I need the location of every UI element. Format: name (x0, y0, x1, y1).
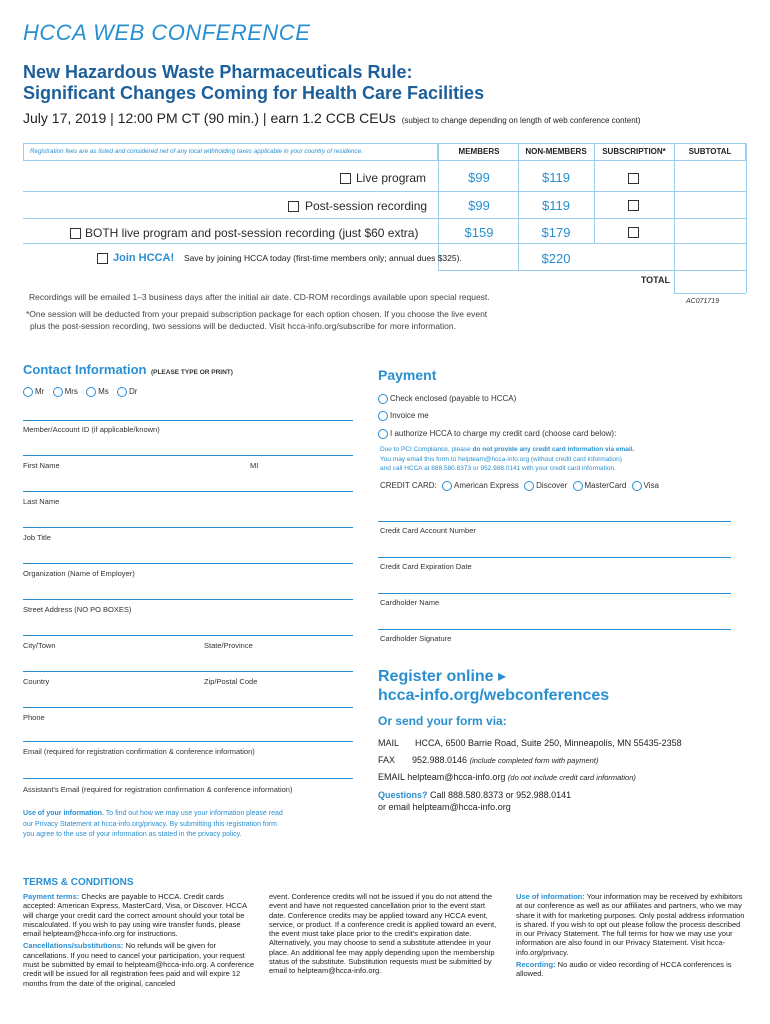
privacy-line-3: you agree to the use of your information as stated in the privacy policy. (23, 831, 242, 838)
check-label: Check enclosed (payable to HCCA) (390, 394, 517, 404)
cancellation-label: Cancellations/substitutions: (23, 941, 124, 951)
salutation-mrs[interactable]: Mrs (53, 387, 78, 396)
cc-number-input[interactable] (378, 521, 731, 522)
assistant-email-label: Assistant's Email (required for registration confirmation & conference information) (23, 785, 293, 794)
email-input[interactable] (23, 741, 353, 742)
live-program-checkbox[interactable] (340, 173, 351, 184)
pci-line-3: and call HCCA at 888.580.8373 or 952.988.0141 with your credit card information. (380, 465, 616, 472)
date-line (23, 110, 641, 126)
contact-title-note: (PLEASE TYPE OR PRINT) (150, 369, 233, 376)
cancellation-text-cont: event. Conference credits will not be issued if you do not attend the event and have not requested cancellation prior to the event start date. Conference credits may be applied toward any HCCA event, service, or product. If a conference credit is applied toward an event, the event must take place prior to the credit's expiration date. Alternatively, you may choose to send a substitute attendee in your place. An additional fee may apply depending upon the membership status of the substitute. Substitution requests must be submitted by email to helpteam@hcca-info.org. (269, 892, 497, 976)
authorize-radio[interactable] (378, 429, 388, 439)
privacy-line-2: our Privacy Statement at hcca-info.org/privacy. By submitting this registration form (23, 820, 277, 828)
job-title-label: Job Title (23, 533, 51, 542)
salutation-dr[interactable]: Dr (117, 387, 137, 396)
both-member-price: $159 (464, 225, 494, 240)
country-label: Country (23, 677, 50, 686)
fax-row: FAX 952.988.0146 (include completed form with payment) (378, 754, 599, 765)
organization-input[interactable] (23, 563, 353, 564)
send-methods (378, 735, 682, 787)
pci-line-1a: Due to PCI Compliance, please (380, 446, 473, 453)
questions-phone: Call 888.580.8373 or 952.988.0141 (430, 790, 572, 800)
join-price: $220 (541, 251, 571, 266)
authorize-label: I authorize HCCA to charge my credit card (choose card below): (390, 429, 617, 439)
assistant-email-input[interactable] (23, 778, 353, 779)
email-label: Email (required for registration confirmation & conference information) (23, 747, 255, 756)
cc-exp-label: Credit Card Expiration Date (380, 562, 472, 571)
phone-input[interactable] (23, 707, 353, 708)
terms-column-2 (269, 892, 502, 976)
questions-label: Questions? (378, 790, 428, 800)
phone-label: Phone (23, 713, 45, 722)
col-subtotal: SUBTOTAL (688, 147, 732, 156)
contact-title: Contact Information (23, 362, 147, 377)
register-line-1: Register online ▸ (378, 668, 507, 685)
check-option[interactable] (378, 394, 516, 404)
use-info-label: Use of information: (516, 892, 585, 901)
join-text: Save by joining HCCA today (first-time members only; annual dues $325). (184, 253, 462, 263)
live-nonmember-price: $119 (542, 170, 570, 185)
subscription-note-2: plus the post-session recording, two sessions will be deducted. Visit hcca-info.org/subscribe for more information. (30, 321, 456, 331)
recording-note: Recordings will be emailed 1–3 business days after the initial air date. CD-ROM recordings available upon special request. (29, 292, 490, 302)
fee-note: Registration fees are as listed and considered net of any local withholding taxes applicable in your country of residence. (30, 148, 363, 155)
live-program-label: Live program (356, 171, 427, 185)
register-url[interactable]: hcca-info.org/webconferences (378, 687, 610, 704)
recording-policy-text: No audio or video recording of HCCA conferences is allowed. (516, 960, 732, 979)
fax-number: 952.988.0146 (412, 754, 468, 765)
street-input[interactable] (23, 599, 353, 600)
terms-title: TERMS & CONDITIONS (23, 877, 134, 888)
pci-notice (380, 445, 634, 474)
card-discover[interactable]: Discover (524, 481, 567, 490)
country-zip-input[interactable] (23, 671, 353, 672)
join-label: Join HCCA! (113, 252, 175, 264)
card-selector (380, 481, 659, 491)
register-online[interactable] (378, 667, 609, 705)
card-label: CREDIT CARD: (380, 481, 437, 491)
cancellation-text: No refunds will be given for cancellations. If you need to cancel your participation, your request must be submitted by email to helpteam@hcca-info.org. A conference credit will be issued for all registration fees paid and will expire 12 months from the date of the original, canceled (23, 941, 255, 988)
pci-line-2: You may email this form to helpteam@hcca-info.org (without credit card information) (380, 455, 622, 463)
first-name-input[interactable] (23, 455, 353, 456)
member-id-label: Member/Account ID (if applicable/known) (23, 425, 160, 434)
col-nonmembers: NON-MEMBERS (525, 147, 587, 156)
both-label: BOTH live program and post-session recording (just $60 extra) (85, 226, 419, 240)
join-checkbox[interactable] (97, 253, 108, 264)
salutation-mr[interactable]: Mr (23, 387, 44, 396)
page-title (23, 62, 484, 104)
subscription-note-1: *One session will be deducted from your prepaid subscription package for each option chosen. If you choose the live event (26, 309, 488, 319)
member-id-input[interactable] (23, 420, 353, 421)
cardholder-label: Cardholder Name (380, 598, 440, 607)
mail-address: HCCA, 6500 Barrie Road, Suite 250, Minneapolis, MN 55435-2358 (415, 738, 682, 748)
street-label: Street Address (NO PO BOXES) (23, 605, 132, 614)
terms-column-3 (516, 892, 748, 979)
recording-nonmember-price: $119 (542, 198, 570, 213)
city-state-input[interactable] (23, 635, 353, 636)
last-name-label: Last Name (23, 497, 60, 506)
title-line-2: Significant Changes Coming for Health Care Facilities (23, 83, 485, 103)
col-subscription: SUBSCRIPTION* (602, 147, 666, 156)
send-form-title: Or send your form via: (378, 714, 507, 728)
recording-member-price: $99 (468, 198, 490, 213)
recording-label: Post-session recording (305, 199, 428, 213)
both-nonmember-price: $179 (541, 225, 571, 240)
zip-label: Zip/Postal Code (204, 677, 258, 686)
authorize-option[interactable] (378, 429, 616, 439)
first-name-label: First Name (23, 461, 60, 470)
mail-row: MAIL HCCA, 6500 Barrie Road, Suite 250, Minneapolis, MN 55435-2358 (378, 738, 682, 748)
privacy-notice (23, 809, 283, 841)
total-label: TOTAL (640, 275, 670, 285)
signature-label: Cardholder Signature (380, 634, 452, 643)
organization-label: Organization (Name of Employer) (23, 569, 135, 578)
recording-subscription-checkbox[interactable] (628, 200, 639, 211)
card-amex[interactable]: American Express (442, 481, 519, 490)
privacy-bold: Use of your information. (23, 810, 104, 817)
form-code: AC071719 (686, 298, 720, 305)
recording-policy-label: Recording: (516, 960, 556, 970)
invoice-option[interactable] (378, 411, 429, 421)
title-line-1: New Hazardous Waste Pharmaceuticals Rule: (23, 62, 413, 82)
privacy-line-1: To find out how we may use your information please read (103, 810, 283, 817)
contact-header (23, 361, 233, 379)
questions-email: or email helpteam@hcca-info.org (378, 802, 511, 812)
date-text: July 17, 2019 | 12:00 PM CT (90 min.) | earn 1.2 CCB CEUs (23, 110, 396, 126)
conference-label: HCCA WEB CONFERENCE (23, 20, 311, 45)
check-radio[interactable] (378, 394, 388, 404)
terms-column-1 (23, 892, 256, 988)
use-info-text: Your information may be received by exhibitors at our conference as well as our affiliates and partners, who we may share it with for marketing purposes. Only postal address information is shared. If you wish to opt out please follow the process described in our Privacy Statement. The full terms for how we may use your information are also found in our Privacy Statement. Visit hcca-info.org/privacy. (516, 892, 745, 957)
cardholder-input[interactable] (378, 593, 731, 594)
state-label: State/Province (204, 641, 253, 650)
payment-terms-text: Checks are payable to HCCA. Credit cards accepted: American Express, MasterCard, Visa, or Discover. HCCA will charge your credit card the correct amount should your total be miscalculated. If you wish to pay using wire transfer funds, please email helpteam@hcca-info.org for instructions. (23, 892, 247, 939)
date-note: (subject to change depending on length of web conference content) (401, 116, 641, 125)
payment-terms-label: Payment terms: (23, 892, 80, 901)
email-address[interactable]: helpteam@hcca-info.org (407, 772, 506, 782)
signature-input[interactable] (378, 629, 731, 630)
live-subscription-checkbox[interactable] (628, 173, 639, 184)
both-checkbox[interactable] (70, 228, 81, 239)
salutation-group (23, 387, 137, 397)
recording-checkbox[interactable] (288, 201, 299, 212)
questions (378, 789, 571, 813)
salutation-ms[interactable]: Ms (86, 387, 109, 396)
pci-line-1b: do not provide any credit card information via email. (472, 446, 635, 453)
col-members: MEMBERS (458, 147, 500, 156)
invoice-label: Invoice me (390, 411, 429, 421)
mi-label: MI (250, 461, 259, 470)
invoice-radio[interactable] (378, 411, 388, 421)
cc-number-label: Credit Card Account Number (380, 526, 476, 535)
cc-exp-input[interactable] (378, 557, 731, 558)
card-visa[interactable]: Visa (632, 481, 659, 490)
fee-note-cell (23, 143, 438, 161)
email-row: EMAIL helpteam@hcca-info.org (do not include credit card information) (378, 772, 636, 782)
subscription-note (26, 308, 487, 332)
city-label: City/Town (23, 641, 56, 650)
job-title-input[interactable] (23, 527, 353, 528)
card-mastercard[interactable]: MasterCard (573, 481, 627, 490)
payment-title: Payment (378, 367, 437, 383)
live-member-price: $99 (468, 170, 490, 185)
last-name-input[interactable] (23, 491, 353, 492)
both-subscription-checkbox[interactable] (628, 227, 639, 238)
